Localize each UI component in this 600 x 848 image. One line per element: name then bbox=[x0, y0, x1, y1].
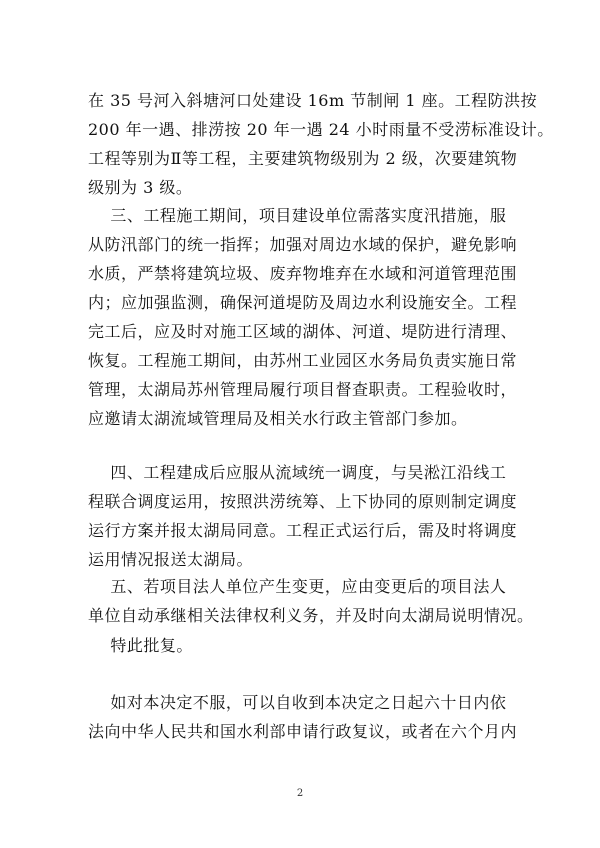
page-number: 2 bbox=[296, 788, 304, 799]
text-line: 工程等别为Ⅱ等工程，主要建筑物级别为 2 级，次要建筑物 bbox=[88, 149, 518, 168]
text-line: 运行方案并报太湖局同意。工程正式运行后，需及时将调度 bbox=[88, 521, 518, 540]
text-line: 应邀请太湖流域管理局及相关水行政主管部门参加。 bbox=[88, 409, 468, 428]
paragraph-approval-closing bbox=[88, 631, 518, 660]
text-line: 从防汛部门的统一指挥；加强对周边水域的保护，避免影响 bbox=[88, 235, 518, 254]
text-line: 水质，严禁将建筑垃圾、废弃物堆弃在水域和河道管理范围 bbox=[88, 264, 518, 283]
paragraph-appeal-notice bbox=[88, 688, 518, 746]
text-line: 法向中华人民共和国水利部申请行政复议，或者在六个月内 bbox=[88, 722, 518, 741]
text-line: 内；应加强监测，确保河道堤防及周边水利设施安全。工程 bbox=[88, 293, 518, 312]
paragraph-project-standards bbox=[88, 86, 554, 202]
text-line: 管理，太湖局苏州管理局履行项目督查职责。工程验收时， bbox=[88, 380, 518, 399]
text-line: 运用情况报送太湖局。 bbox=[88, 550, 254, 569]
text-line: 四、工程建成后应服从流域统一调度，与吴淞江沿线工 bbox=[88, 463, 507, 482]
text-line: 在 35 号河入斜塘河口处建设 16m 节制闸 1 座。工程防洪按 bbox=[88, 91, 538, 110]
text-line: 200 年一遇、排涝按 20 年一遇 24 小时雨量不受涝标准设计。 bbox=[88, 120, 554, 139]
text-line: 五、若项目法人单位产生变更，应由变更后的项目法人 bbox=[88, 577, 507, 596]
text-line: 恢复。工程施工期间，由苏州工业园区水务局负责实施日常 bbox=[88, 351, 518, 370]
text-line: 如对本决定不服，可以自收到本决定之日起六十日内依 bbox=[88, 693, 507, 712]
paragraph-construction-period bbox=[88, 201, 518, 433]
text-line: 完工后，应及时对施工区域的湖体、河道、堤防进行清理、 bbox=[88, 322, 518, 341]
text-line: 程联合调度运用，按照洪涝统筹、上下协同的原则制定调度 bbox=[88, 492, 518, 511]
text-line: 特此批复。 bbox=[88, 636, 193, 655]
text-line: 级别为 3 级。 bbox=[88, 178, 193, 197]
text-line: 三、工程施工期间，项目建设单位需落实度汛措施，服 bbox=[88, 206, 507, 225]
text-line: 单位自动承继相关法律权利义务，并及时向太湖局说明情况。 bbox=[88, 606, 534, 625]
paragraph-legal-entity-change bbox=[88, 572, 534, 630]
paragraph-operation-dispatch bbox=[88, 458, 518, 574]
